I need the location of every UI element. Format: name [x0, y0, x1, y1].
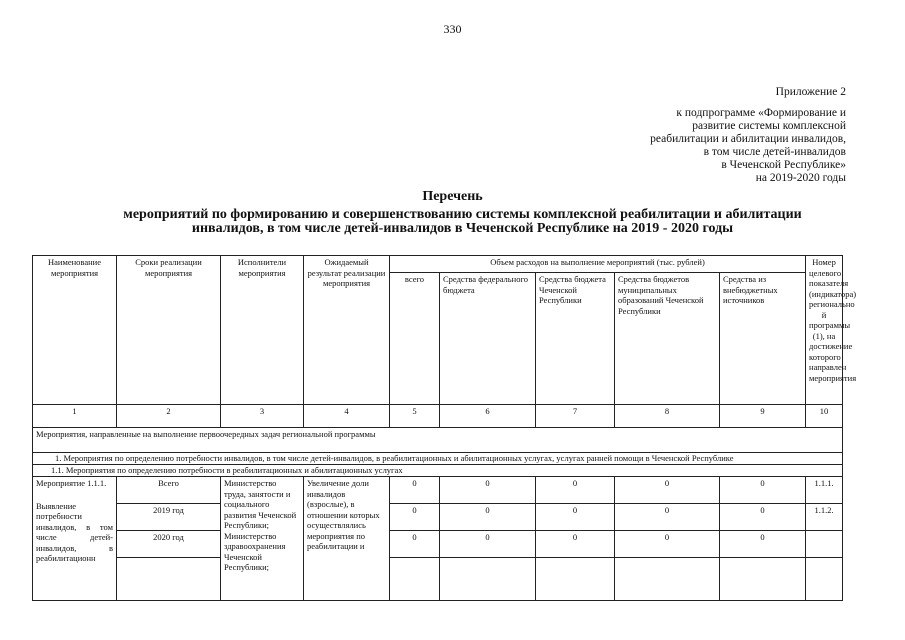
- activity-result: Увеличение доли инвалидов (взрослые), в отношении которых осуществлялись мероприятия по реабилитации и: [304, 477, 390, 601]
- activities-table: [32, 255, 857, 601]
- header-terms: Сроки реализации мероприятия: [117, 256, 221, 405]
- total-cell: 0: [390, 504, 440, 531]
- document-title: Перечень: [422, 189, 483, 204]
- total-cell: 0: [390, 477, 440, 504]
- header-federal: Средства федерального бюджета: [440, 273, 536, 405]
- republic-cell: 0: [536, 504, 615, 531]
- extra-cell: 0: [720, 477, 806, 504]
- activity-name: [33, 477, 117, 601]
- appendix-block: [560, 86, 846, 185]
- extra-cell: 0: [720, 504, 806, 531]
- header-executors: Исполнители мероприятия: [221, 256, 304, 405]
- section-title: Мероприятия, направленные на выполнение первоочередных задач региональной программы: [33, 428, 843, 453]
- column-number: 8: [615, 405, 720, 428]
- appendix-title: Приложение 2: [775, 86, 846, 98]
- table-row: [33, 558, 843, 601]
- empty-cell: [615, 558, 720, 601]
- header-name: Наименование мероприятия: [33, 256, 117, 405]
- header-result: Ожидаемый результат реализации мероприятия: [304, 256, 390, 405]
- subtitle-line: мероприятий по формированию и совершенствованию системы комплексной реабилитации и абилитации: [123, 207, 802, 222]
- header-municipal: Средства бюджетов муниципальных образований Чеченской Республики: [615, 273, 720, 405]
- activity-executors: Министерство труда, занятости и социального развития Чеченской Республики; Министерство здравоохранения Чеченской Республики;: [221, 477, 304, 601]
- table-row: [33, 504, 843, 531]
- empty-cell: [390, 558, 440, 601]
- appendix-line: реабилитации и абилитации инвалидов,: [650, 133, 846, 145]
- column-number: 4: [304, 405, 390, 428]
- section-row: [33, 428, 843, 453]
- appendix-line: в том числе детей-инвалидов: [703, 146, 846, 158]
- activity-code: Мероприятие 1.1.1.: [36, 478, 107, 488]
- column-number: 1: [33, 405, 117, 428]
- total-cell: 0: [390, 531, 440, 558]
- header-row-1: [33, 256, 843, 273]
- federal-cell: 0: [440, 531, 536, 558]
- activity-description: Выявление потребности инвалидов, в том числе детей-инвалидов, в реабилитационн: [36, 500, 113, 563]
- appendix-line: развитие системы комплексной: [692, 120, 846, 132]
- republic-cell: 0: [536, 531, 615, 558]
- appendix-line: на 2019-2020 годы: [755, 172, 846, 184]
- page-number: 330: [443, 22, 462, 36]
- republic-cell: 0: [536, 477, 615, 504]
- column-number: 5: [390, 405, 440, 428]
- header-republic: Средства бюджета Чеченской Республики: [536, 273, 615, 405]
- empty-cell: [440, 558, 536, 601]
- term-cell: Всего: [117, 477, 221, 504]
- extra-cell: 0: [720, 531, 806, 558]
- subsection-row: [33, 465, 843, 477]
- empty-cell: [720, 558, 806, 601]
- municipal-cell: 0: [615, 504, 720, 531]
- column-number: 6: [440, 405, 536, 428]
- header-indicator: Номер целевого показателя (индикатора) регионально й программы (1), на достижение которого направлен мероприятия: [806, 256, 843, 405]
- empty-cell: [806, 558, 843, 601]
- indicator-cell: 1.1.1.: [806, 477, 843, 504]
- empty-cell: [536, 558, 615, 601]
- column-numbers-row: [33, 405, 843, 428]
- column-number: 3: [221, 405, 304, 428]
- subsection-row: [33, 453, 843, 465]
- municipal-cell: 0: [615, 531, 720, 558]
- municipal-cell: 0: [615, 477, 720, 504]
- table-row: [33, 531, 843, 558]
- header-total: всего: [390, 273, 440, 405]
- indicator-cell: 1.1.2.: [806, 504, 843, 531]
- column-number: 2: [117, 405, 221, 428]
- subtitle-line: инвалидов, в том числе детей-инвалидов в Чеченской Республике на 2019 - 2020 годы: [191, 221, 734, 236]
- subsection-1: 1. Мероприятия по определению потребности инвалидов, в том числе детей-инвалидов, в реабилитационных и абилитационных услугах, услугах ранней помощи в Чеченской Республике: [33, 453, 843, 465]
- indicator-cell: [806, 531, 843, 558]
- document-subtitle: [90, 208, 835, 236]
- federal-cell: 0: [440, 504, 536, 531]
- column-number: 10: [806, 405, 843, 428]
- header-extra: Средства из внебюджетных источников: [720, 273, 806, 405]
- subsection-1-1: 1.1. Мероприятия по определению потребности в реабилитационных и абилитационных услугах: [33, 465, 843, 477]
- term-cell: 2019 год: [117, 504, 221, 531]
- empty-cell: [117, 558, 221, 601]
- federal-cell: 0: [440, 477, 536, 504]
- appendix-line: к подпрограмме «Формирование и: [676, 107, 846, 119]
- table-row: [33, 477, 843, 504]
- column-number: 9: [720, 405, 806, 428]
- column-number: 7: [536, 405, 615, 428]
- header-volume: Объем расходов на выполнение мероприятий (тыс. рублей): [390, 256, 806, 273]
- appendix-line: в Чеченской Республике»: [721, 159, 846, 171]
- term-cell: 2020 год: [117, 531, 221, 558]
